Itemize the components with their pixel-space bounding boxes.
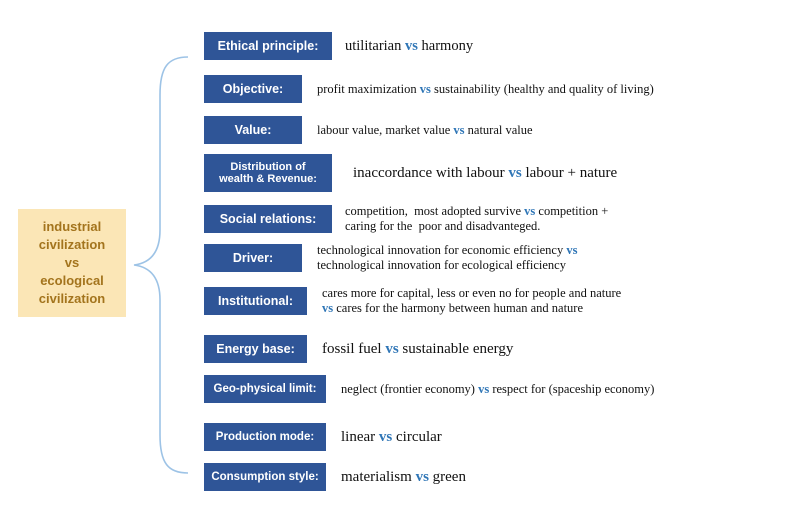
description-line [353,165,617,182]
description-line [341,469,466,486]
comparison-description [317,244,577,272]
criterion-label [204,75,302,103]
criterion-label-text: Consumption style: [211,471,319,483]
description-line [322,286,621,301]
comparison-description [345,205,608,233]
criterion-label-text: Geo-physical limit: [213,383,317,395]
description-text: respect for (spaceship economy) [489,381,655,396]
description-text: cares more for capital, less or even no for people and nature [322,286,622,300]
description-text: technological innovation for economic efficiency [317,243,567,257]
vs-keyword: vs [322,301,334,315]
criterion-label-text: Social relations: [219,212,317,226]
description-line [322,341,513,358]
comparison-description [322,335,513,363]
description-text: circular [392,428,442,445]
criterion-label-text: wealth & Revenue: [219,173,317,185]
description-text: caring for the poor and disadvanteged. [345,219,541,233]
criterion-label [204,335,307,363]
description-line [317,82,654,97]
description-line [317,123,533,138]
criterion-label-text: Objective: [222,82,284,96]
criterion-label [204,375,326,403]
vs-keyword: vs [419,81,431,96]
description-line [341,429,442,446]
center-line: industrial [42,219,102,234]
criterion-label [204,154,332,192]
criterion-label-text: Institutional: [218,294,293,308]
description-text: labour + nature [521,164,618,181]
vs-keyword: vs [478,381,490,396]
description-text: utilitarian [345,37,405,54]
curly-brace [128,55,192,475]
description-line [345,219,608,234]
vs-keyword: vs [378,428,393,445]
criterion-label [204,423,326,451]
criterion-label [204,244,302,272]
comparison-description [353,154,617,192]
vs-keyword: vs [385,340,399,357]
criterion-label-text: Energy base: [216,342,295,356]
description-text: sustainability (healthy and quality of living) [430,81,654,96]
vs-keyword: vs [508,164,522,181]
description-text: green [428,468,466,485]
vs-keyword: vs [566,243,578,257]
center-line: ecological [40,273,104,288]
comparison-description [345,32,473,60]
description-text: harmony [417,37,474,54]
criterion-label-text: Distribution of [230,161,306,173]
description-text: neglect (frontier economy) [341,381,479,396]
comparison-description [341,375,654,403]
description-line [317,258,577,273]
description-text: competition, most adopted survive [345,204,525,218]
vs-keyword: vs [415,468,429,485]
center-concept-box [18,209,126,317]
criterion-label [204,205,332,233]
comparison-description [317,75,654,103]
criterion-label-text: Ethical principle: [217,39,319,53]
description-text: cares for the harmony between human and nature [333,301,584,315]
criterion-label [204,463,326,491]
description-text: sustainable energy [398,340,514,357]
criterion-label [204,32,332,60]
description-line [322,301,621,316]
criterion-label-text: Production mode: [215,431,315,443]
vs-keyword: vs [524,204,536,218]
description-line [345,204,608,219]
description-text: labour value, market value [317,122,454,137]
comparison-description [341,463,466,491]
description-text: materialism [341,468,416,485]
center-line: civilization [38,291,106,306]
center-line: civilization [38,237,106,252]
vs-keyword: vs [453,122,465,137]
description-text: fossil fuel [322,340,386,357]
description-text: natural value [464,122,533,137]
criterion-label [204,287,307,315]
comparison-description [341,423,442,451]
description-text: inaccordance with labour [353,164,509,181]
description-text: competition + [535,204,609,218]
description-line [317,243,577,258]
center-line: vs [64,255,80,270]
description-text: linear [341,428,379,445]
criterion-label-text: Value: [234,123,272,137]
comparison-description [317,116,533,144]
vs-keyword: vs [405,37,418,54]
description-text: profit maximization [317,81,420,96]
comparison-description [322,287,621,315]
description-text: technological innovation for ecological efficiency [317,258,566,272]
description-line [345,38,473,55]
criterion-label-text: Driver: [232,251,274,265]
criterion-label [204,116,302,144]
description-line [341,382,654,397]
